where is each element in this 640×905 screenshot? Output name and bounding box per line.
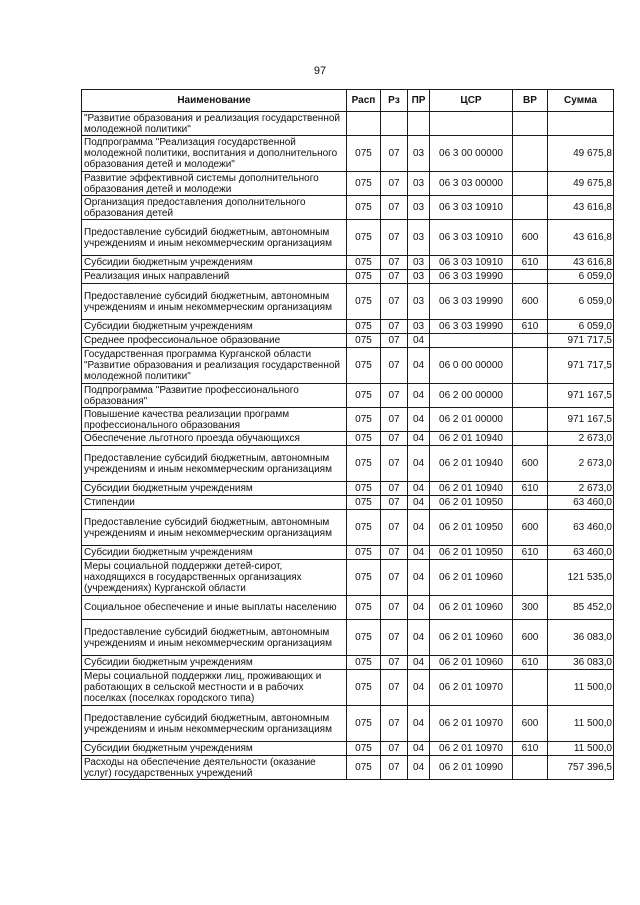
- cell-csr: 06 2 01 10940: [430, 446, 513, 482]
- table-row: [82, 334, 614, 348]
- cell-rasp: 075: [347, 620, 381, 656]
- cell-csr: 06 3 03 00000: [430, 172, 513, 196]
- cell-rasp: 075: [347, 546, 381, 560]
- cell-pr: 04: [408, 620, 430, 656]
- cell-csr: 06 2 01 10960: [430, 560, 513, 596]
- cell-rz: 07: [381, 256, 408, 270]
- cell-pr: 03: [408, 284, 430, 320]
- cell-rasp: [347, 112, 381, 136]
- cell-vr: 600: [513, 446, 548, 482]
- cell-pr: 04: [408, 348, 430, 384]
- cell-csr: 06 2 01 10940: [430, 482, 513, 496]
- table-row: [82, 446, 614, 482]
- column-header-rz: Рз: [381, 90, 408, 112]
- table-row: [82, 742, 614, 756]
- cell-pr: 04: [408, 670, 430, 706]
- cell-csr: 06 3 03 19990: [430, 284, 513, 320]
- cell-csr: 06 2 01 10970: [430, 706, 513, 742]
- cell-rz: 07: [381, 706, 408, 742]
- cell-name: Предоставление субсидий бюджетным, автономным учреждениям и иным некоммерческим организациям: [82, 284, 347, 320]
- cell-rz: 07: [381, 482, 408, 496]
- table-row: [82, 510, 614, 546]
- cell-pr: 03: [408, 256, 430, 270]
- cell-name: Субсидии бюджетным учреждениям: [82, 256, 347, 270]
- cell-name: Обеспечение льготного проезда обучающихся: [82, 432, 347, 446]
- cell-csr: 06 3 03 10910: [430, 256, 513, 270]
- cell-csr: 06 2 01 10960: [430, 596, 513, 620]
- cell-rz: [381, 112, 408, 136]
- cell-rz: 07: [381, 320, 408, 334]
- cell-csr: 06 2 01 10970: [430, 742, 513, 756]
- cell-rasp: 075: [347, 220, 381, 256]
- table-header-row: [82, 90, 614, 112]
- cell-rasp: 075: [347, 348, 381, 384]
- cell-csr: 06 3 00 00000: [430, 136, 513, 172]
- cell-rz: 07: [381, 172, 408, 196]
- cell-rasp: 075: [347, 320, 381, 334]
- cell-pr: 04: [408, 432, 430, 446]
- cell-name: Социальное обеспечение и иные выплаты населению: [82, 596, 347, 620]
- cell-rz: 07: [381, 348, 408, 384]
- cell-vr: 600: [513, 220, 548, 256]
- cell-vr: [513, 112, 548, 136]
- cell-rz: 07: [381, 496, 408, 510]
- cell-csr: 06 2 01 10950: [430, 510, 513, 546]
- cell-sum: 2 673,0: [548, 432, 614, 446]
- cell-name: Среднее профессиональное образование: [82, 334, 347, 348]
- cell-csr: 06 2 01 10970: [430, 670, 513, 706]
- cell-vr: 610: [513, 546, 548, 560]
- cell-vr: 610: [513, 482, 548, 496]
- cell-name: Субсидии бюджетным учреждениям: [82, 656, 347, 670]
- cell-rz: 07: [381, 408, 408, 432]
- table-row: [82, 136, 614, 172]
- table-row: [82, 256, 614, 270]
- cell-sum: 6 059,0: [548, 270, 614, 284]
- cell-sum: 49 675,8: [548, 136, 614, 172]
- cell-rz: 07: [381, 596, 408, 620]
- table-body: [82, 112, 614, 780]
- cell-name: Подпрограмма "Развитие профессионального образования": [82, 384, 347, 408]
- cell-pr: 04: [408, 496, 430, 510]
- table-row: [82, 706, 614, 742]
- cell-rasp: 075: [347, 270, 381, 284]
- cell-rasp: 075: [347, 256, 381, 270]
- cell-rasp: 075: [347, 706, 381, 742]
- cell-csr: 06 0 00 00000: [430, 348, 513, 384]
- cell-rasp: 075: [347, 334, 381, 348]
- cell-pr: 03: [408, 220, 430, 256]
- cell-pr: 04: [408, 334, 430, 348]
- cell-vr: [513, 384, 548, 408]
- cell-vr: 600: [513, 284, 548, 320]
- table-row: [82, 220, 614, 256]
- table-row: [82, 112, 614, 136]
- cell-vr: [513, 172, 548, 196]
- cell-csr: 06 2 01 00000: [430, 408, 513, 432]
- cell-rasp: 075: [347, 496, 381, 510]
- cell-csr: 06 2 01 10960: [430, 620, 513, 656]
- cell-rasp: 075: [347, 432, 381, 446]
- cell-vr: [513, 270, 548, 284]
- cell-rasp: 075: [347, 196, 381, 220]
- cell-name: Предоставление субсидий бюджетным, автономным учреждениям и иным некоммерческим организациям: [82, 706, 347, 742]
- cell-vr: 600: [513, 706, 548, 742]
- table-row: [82, 620, 614, 656]
- cell-vr: [513, 348, 548, 384]
- cell-sum: 6 059,0: [548, 284, 614, 320]
- cell-sum: 49 675,8: [548, 172, 614, 196]
- cell-vr: 610: [513, 320, 548, 334]
- cell-pr: 04: [408, 446, 430, 482]
- cell-csr: 06 3 03 19990: [430, 270, 513, 284]
- cell-pr: [408, 112, 430, 136]
- cell-sum: 6 059,0: [548, 320, 614, 334]
- cell-vr: [513, 432, 548, 446]
- cell-rz: 07: [381, 620, 408, 656]
- cell-rz: 07: [381, 560, 408, 596]
- cell-sum: 43 616,8: [548, 256, 614, 270]
- cell-sum: 43 616,8: [548, 220, 614, 256]
- cell-csr: 06 2 01 10990: [430, 756, 513, 780]
- cell-csr: 06 2 01 10950: [430, 546, 513, 560]
- cell-pr: 04: [408, 706, 430, 742]
- cell-name: Субсидии бюджетным учреждениям: [82, 742, 347, 756]
- cell-rasp: 075: [347, 656, 381, 670]
- cell-pr: 04: [408, 742, 430, 756]
- table-row: [82, 172, 614, 196]
- cell-rasp: 075: [347, 742, 381, 756]
- table-row: [82, 320, 614, 334]
- cell-sum: 36 083,0: [548, 620, 614, 656]
- cell-vr: 610: [513, 742, 548, 756]
- cell-rz: 07: [381, 136, 408, 172]
- cell-sum: 11 500,0: [548, 670, 614, 706]
- cell-csr: [430, 334, 513, 348]
- cell-rasp: 075: [347, 172, 381, 196]
- cell-csr: 06 2 00 00000: [430, 384, 513, 408]
- page-number: 97: [313, 65, 327, 77]
- cell-vr: 610: [513, 656, 548, 670]
- cell-rasp: 075: [347, 384, 381, 408]
- cell-pr: 03: [408, 172, 430, 196]
- cell-name: Субсидии бюджетным учреждениям: [82, 546, 347, 560]
- cell-csr: 06 3 03 10910: [430, 220, 513, 256]
- table-row: [82, 756, 614, 780]
- cell-pr: 04: [408, 546, 430, 560]
- cell-rasp: 075: [347, 560, 381, 596]
- cell-sum: 2 673,0: [548, 482, 614, 496]
- cell-rz: 07: [381, 284, 408, 320]
- cell-sum: 43 616,8: [548, 196, 614, 220]
- cell-sum: 36 083,0: [548, 656, 614, 670]
- table-row: [82, 496, 614, 510]
- column-header-vr: ВР: [513, 90, 548, 112]
- cell-vr: [513, 334, 548, 348]
- cell-csr: [430, 112, 513, 136]
- cell-csr: 06 2 01 10940: [430, 432, 513, 446]
- cell-name: Стипендии: [82, 496, 347, 510]
- cell-rz: 07: [381, 220, 408, 256]
- table-row: [82, 670, 614, 706]
- table-row: [82, 432, 614, 446]
- column-header-rasp: Расп: [347, 90, 381, 112]
- cell-rasp: 075: [347, 670, 381, 706]
- cell-name: Субсидии бюджетным учреждениям: [82, 482, 347, 496]
- cell-sum: 63 460,0: [548, 510, 614, 546]
- cell-vr: [513, 408, 548, 432]
- cell-vr: [513, 756, 548, 780]
- column-header-name: Наименование: [82, 90, 347, 112]
- cell-rz: 07: [381, 432, 408, 446]
- cell-pr: 04: [408, 408, 430, 432]
- cell-pr: 03: [408, 196, 430, 220]
- cell-vr: [513, 670, 548, 706]
- cell-pr: 04: [408, 656, 430, 670]
- cell-pr: 04: [408, 756, 430, 780]
- cell-vr: [513, 196, 548, 220]
- cell-sum: 971 717,5: [548, 334, 614, 348]
- table-row: [82, 408, 614, 432]
- cell-name: Развитие эффективной системы дополнительного образования детей и молодежи: [82, 172, 347, 196]
- cell-name: "Развитие образования и реализация государственной молодежной политики": [82, 112, 347, 136]
- table-row: [82, 384, 614, 408]
- cell-sum: 121 535,0: [548, 560, 614, 596]
- cell-rz: 07: [381, 446, 408, 482]
- cell-vr: 600: [513, 510, 548, 546]
- cell-rz: 07: [381, 546, 408, 560]
- table-row: [82, 482, 614, 496]
- cell-name: Организация предоставления дополнительного образования детей: [82, 196, 347, 220]
- cell-pr: 04: [408, 560, 430, 596]
- cell-pr: 03: [408, 270, 430, 284]
- cell-pr: 03: [408, 136, 430, 172]
- cell-vr: [513, 496, 548, 510]
- cell-name: Предоставление субсидий бюджетным, автономным учреждениям и иным некоммерческим организациям: [82, 220, 347, 256]
- cell-rasp: 075: [347, 482, 381, 496]
- cell-rz: 07: [381, 742, 408, 756]
- cell-rasp: 075: [347, 510, 381, 546]
- cell-rz: 07: [381, 510, 408, 546]
- cell-vr: 610: [513, 256, 548, 270]
- cell-sum: [548, 112, 614, 136]
- cell-sum: 971 167,5: [548, 384, 614, 408]
- cell-rasp: 075: [347, 408, 381, 432]
- cell-vr: 600: [513, 620, 548, 656]
- table-row: [82, 196, 614, 220]
- cell-rasp: 075: [347, 446, 381, 482]
- cell-sum: 11 500,0: [548, 706, 614, 742]
- cell-name: Меры социальной поддержки детей-сирот, находящихся в государственных организациях (учреждениях) Курганской области: [82, 560, 347, 596]
- cell-rz: 07: [381, 670, 408, 706]
- table-row: [82, 348, 614, 384]
- cell-pr: 03: [408, 320, 430, 334]
- table-row: [82, 270, 614, 284]
- cell-sum: 63 460,0: [548, 496, 614, 510]
- table-row: [82, 560, 614, 596]
- cell-sum: 757 396,5: [548, 756, 614, 780]
- cell-rz: 07: [381, 334, 408, 348]
- cell-sum: 971 167,5: [548, 408, 614, 432]
- cell-csr: 06 3 03 10910: [430, 196, 513, 220]
- cell-rasp: 075: [347, 284, 381, 320]
- cell-pr: 04: [408, 596, 430, 620]
- cell-csr: 06 2 01 10950: [430, 496, 513, 510]
- cell-rz: 07: [381, 384, 408, 408]
- cell-name: Подпрограмма "Реализация государственной молодежной политики, воспитания и дополнительного образования детей и молодежи": [82, 136, 347, 172]
- cell-name: Предоставление субсидий бюджетным, автономным учреждениям и иным некоммерческим организациям: [82, 620, 347, 656]
- cell-vr: [513, 136, 548, 172]
- column-header-csr: ЦСР: [430, 90, 513, 112]
- cell-csr: 06 3 03 19990: [430, 320, 513, 334]
- cell-sum: 11 500,0: [548, 742, 614, 756]
- cell-pr: 04: [408, 384, 430, 408]
- table-row: [82, 284, 614, 320]
- cell-vr: 300: [513, 596, 548, 620]
- cell-sum: 971 717,5: [548, 348, 614, 384]
- cell-csr: 06 2 01 10960: [430, 656, 513, 670]
- table-row: [82, 596, 614, 620]
- cell-rasp: 075: [347, 596, 381, 620]
- cell-rz: 07: [381, 656, 408, 670]
- column-header-pr: ПР: [408, 90, 430, 112]
- cell-name: Повышение качества реализации программ профессионального образования: [82, 408, 347, 432]
- cell-name: Предоставление субсидий бюджетным, автономным учреждениям и иным некоммерческим организациям: [82, 446, 347, 482]
- cell-name: Расходы на обеспечение деятельности (оказание услуг) государственных учреждений: [82, 756, 347, 780]
- cell-pr: 04: [408, 482, 430, 496]
- cell-name: Предоставление субсидий бюджетным, автономным учреждениям и иным некоммерческим организациям: [82, 510, 347, 546]
- table-row: [82, 656, 614, 670]
- cell-name: Меры социальной поддержки лиц, проживающих и работающих в сельской местности и в рабочих поселках (поселках городского типа): [82, 670, 347, 706]
- cell-name: Субсидии бюджетным учреждениям: [82, 320, 347, 334]
- cell-pr: 04: [408, 510, 430, 546]
- cell-sum: 63 460,0: [548, 546, 614, 560]
- cell-rasp: 075: [347, 136, 381, 172]
- cell-rz: 07: [381, 270, 408, 284]
- column-header-sum: Сумма: [548, 90, 614, 112]
- cell-sum: 2 673,0: [548, 446, 614, 482]
- cell-vr: [513, 560, 548, 596]
- cell-rz: 07: [381, 756, 408, 780]
- cell-sum: 85 452,0: [548, 596, 614, 620]
- cell-name: Реализация иных направлений: [82, 270, 347, 284]
- budget-table: [81, 89, 614, 780]
- cell-rz: 07: [381, 196, 408, 220]
- cell-rasp: 075: [347, 756, 381, 780]
- table-row: [82, 546, 614, 560]
- cell-name: Государственная программа Курганской области "Развитие образования и реализация государственной молодежной политики": [82, 348, 347, 384]
